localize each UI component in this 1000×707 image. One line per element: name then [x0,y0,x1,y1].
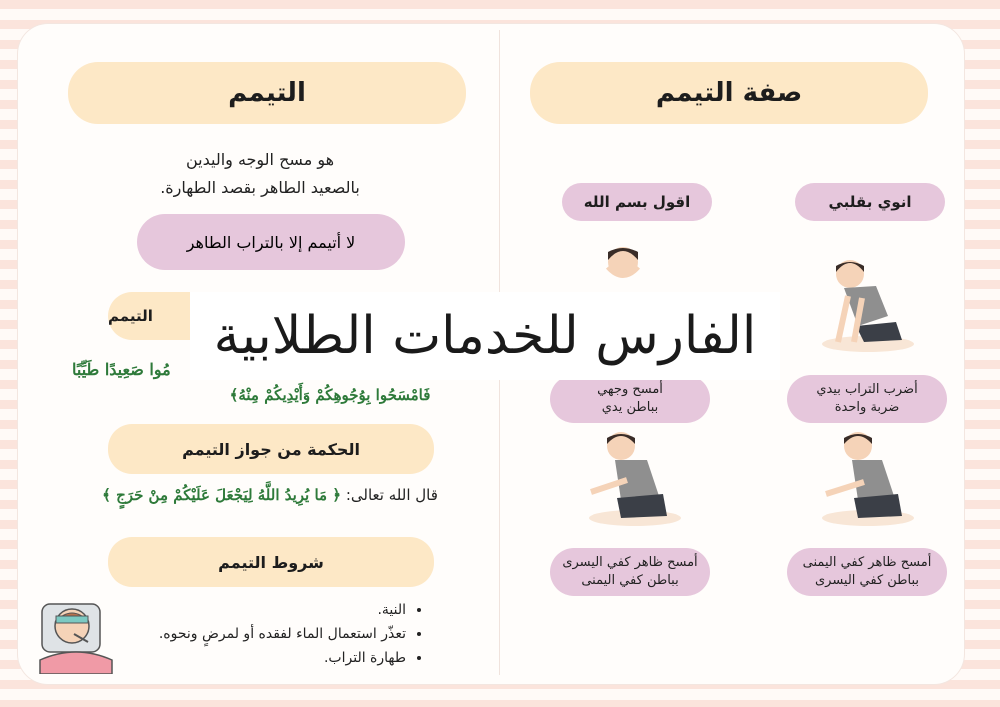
condition-item: • النية. [159,598,406,622]
verse-line-2: فَامْسَحُوا بِوُجُوهِكُمْ وَأَيْدِيكُمْ مِنْهُ﴾ [229,386,431,404]
step-left-line-1: أمسح ظاهر كفي اليسرى [562,555,698,570]
rule-pill [137,214,405,270]
title-tayammum-method [530,62,928,124]
evidence-title-text: التيمم [108,307,153,325]
step-strike [787,375,947,423]
title-method-text: صفة التيمم [655,78,803,108]
title-tayammum [68,62,466,124]
wisdom-title-text: الحكمة من جواز التيمم [182,439,360,459]
definition-line-2: بالصعيد الطاهر بقصد الطهارة. [160,178,360,197]
wiping-left-hand-figure [585,430,685,526]
wisdom-line [70,486,470,504]
verse-line-1: مُوا صَعِيدًا طَيِّبًا [72,360,171,379]
step-left-line-2: بباطن كفي اليمنى [581,573,679,588]
conditions-title-text: شروط التيمم [218,552,324,572]
condition-item: • طهارة التراب. [159,646,406,670]
conditions-title [108,537,434,587]
kneeling-strike-figure [818,256,918,352]
step-strike-line-1: أضرب التراب بيدي [816,382,918,397]
step-intent [795,183,945,221]
wiping-right-hand-figure [818,430,918,526]
watermark-text: الفارس للخدمات الطلابية [213,306,757,366]
step-right-hand [787,548,947,596]
rule-text: لا أتيمم إلا بالتراب الطاهر [186,232,356,252]
step-strike-line-2: ضربة واحدة [834,400,900,415]
step-face-line-2: بباطن يدي [601,400,659,415]
step-left-hand [550,548,710,596]
wisdom-title [108,424,434,474]
step-basmala-text: اقول بسم الله [583,193,691,211]
definition [120,146,400,202]
watermark-banner [190,292,780,380]
step-basmala [562,183,712,221]
step-right-line-1: أمسح ظاهر كفي اليمنى [802,555,932,570]
condition-item: • تعذّر استعمال الماء لفقده أو لمرضٍ ونحوه. [159,622,406,646]
step-face-line-1: أمسح وجهي [597,382,663,397]
title-tayammum-text: التيمم [228,78,306,108]
step-face [550,375,710,423]
step-intent-text: انوي بقلبي [828,193,912,211]
wisdom-verse: ﴿ مَا يُرِيدُ اللَّهُ لِيَجْعَلَ عَلَيْكُمْ مِنْ حَرَجٍ ﴾ [102,486,342,504]
definition-line-1: هو مسح الوجه واليدين [185,150,335,169]
step-right-line-2: بباطن كفي اليسرى [814,573,920,588]
conditions-list [159,598,424,670]
wisdom-prefix: قال الله تعالى: [345,486,438,504]
sick-child-illustration [36,596,116,674]
